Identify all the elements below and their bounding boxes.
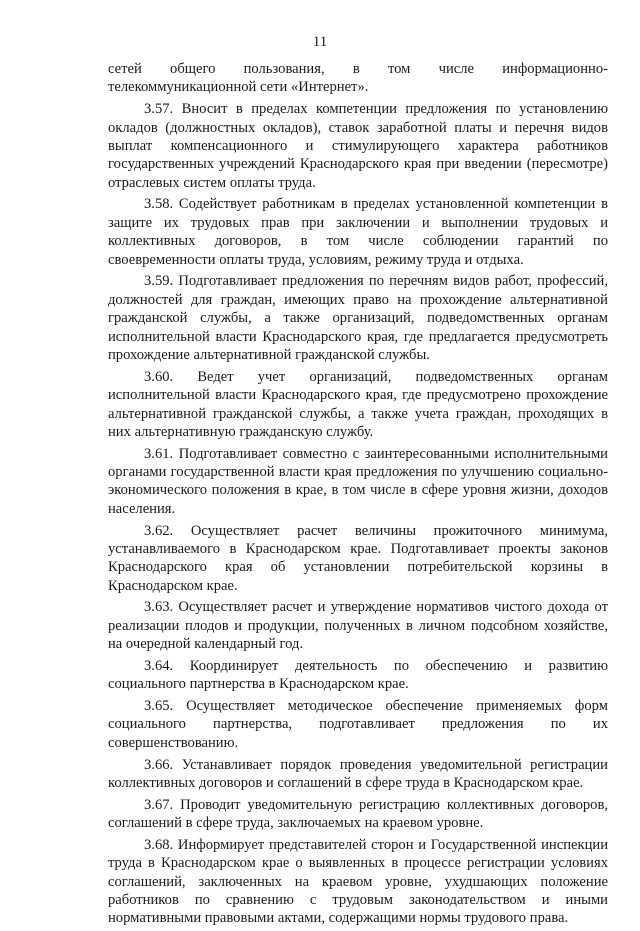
paragraph-3-63: 3.63. Осуществляет расчет и утверждение нормативов чистого дохода от реализации плодов и продукции, полученных в личном подсобном хозяйстве, на очередной календарный год. [108,599,608,653]
paragraph-3-67: 3.67. Проводит уведомительную регистрацию коллективных договоров, соглашений в сфере труда, заключаемых на краевом уровне. [108,796,608,832]
paragraph-3-57: 3.57. Вносит в пределах компетенции предложения по установлению окладов (должностных окладов), ставок заработной платы и перечня видов выплат компенсационного и стимулирующего характера работников государственных учреждений Краснодарского края при введении (пересмотре) отраслевых систем оплаты труда. [108,101,608,191]
paragraph-3-60: 3.60. Ведет учет организаций, подведомственных органам исполнительной власти Краснодарского края, где предусмотрено прохождение альтернативной гражданской службы, а также учета граждан, проходящих в них альтернативную гражданскую службу. [108,368,608,440]
paragraph-3-58: 3.58. Содействует работникам в пределах установленной компетенции в защите их трудовых прав при заключении и выполнении трудовых и коллективных договоров, в том числе соблюдении гарантий по своевременности оплаты труда, условиям, режиму труда и отдыха. [108,196,608,268]
document-body [108,60,608,931]
paragraph-continuation: сетей общего пользования, в том числе информационно-телекоммуникационной сети «Интернет». [108,61,608,96]
paragraph-3-59: 3.59. Подготавливает предложения по перечням видов работ, профессий, должностей для граждан, имеющих право на прохождение альтернативной гражданской службы, а также организаций, подведомственных органам исполнительной власти Краснодарского края, где предлагается предусмотреть прохождение альтернативной гражданской службы. [108,273,608,363]
paragraph-3-68: 3.68. Информирует представителей сторон и Государственной инспекции труда в Краснодарском крае о выявленных в процессе регистрации условиях соглашений, заключенных на краевом уровне, ухудшающих положение работников по сравнению с трудовым законодательством и иными нормативными правовыми актами, содержащими нормы трудового права. [108,836,608,927]
paragraph-3-66: 3.66. Устанавливает порядок проведения уведомительной регистрации коллективных договоров и соглашений в сфере труда в Краснодарском крае. [108,756,608,791]
paragraph-3-64: 3.64. Координирует деятельность по обеспечению и развитию социального партнерства в Краснодарском крае. [108,657,608,693]
paragraph-3-62: 3.62. Осуществляет расчет величины прожиточного минимума, устанавливаемого в Краснодарском крае. Подготавливает проекты законов Краснодарского края об установлении потребительской корзины в Краснодарском крае. [108,522,608,594]
paragraph-3-65: 3.65. Осуществляет методическое обеспечение применяемых форм социального партнерства, подготавливает предложения по их совершенствованию. [108,698,608,751]
paragraph-3-61: 3.61. Подготавливает совместно с заинтересованными исполнительными органами государственной власти края предложения по улучшению социально-экономического положения в крае, в том числе в сфере уровня жизни, доходов населения. [108,445,608,517]
page-number: 11 [312,34,328,50]
